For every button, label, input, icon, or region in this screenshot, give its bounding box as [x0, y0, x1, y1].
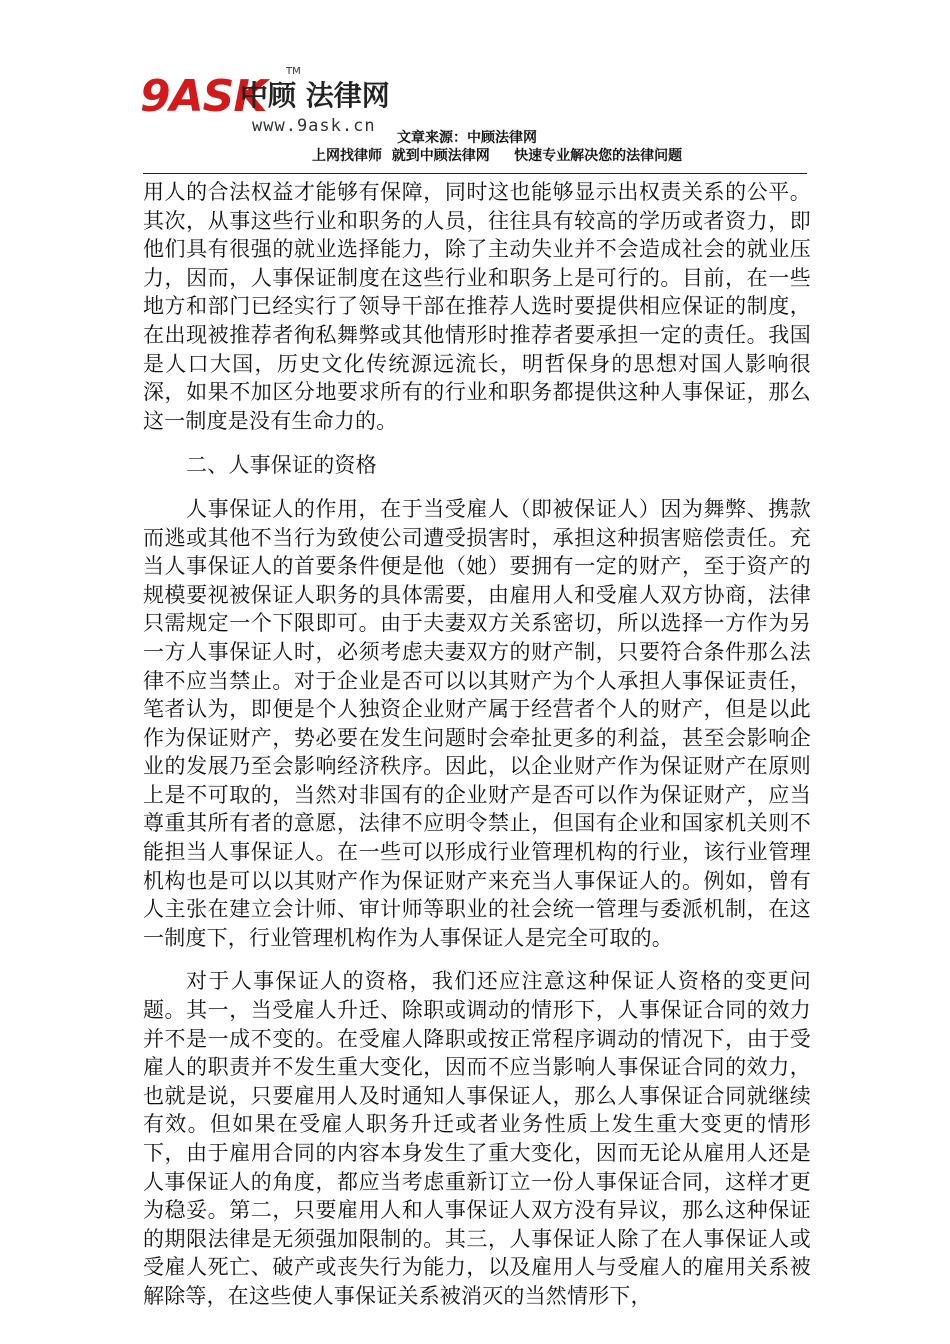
trademark-icon: TM [286, 66, 301, 77]
logo-url: www.9ask.cn [252, 116, 376, 136]
logo-name: 中顾 法律网 [240, 79, 390, 112]
page-header [0, 0, 950, 182]
section-heading: 二、人事保证的资格 [186, 453, 377, 478]
article-body [143, 178, 811, 1311]
header-divider [143, 173, 807, 174]
site-logo[interactable] [140, 66, 400, 142]
logo-mark: 9ASK [140, 71, 267, 122]
paragraph-2: 人事保证人的作用，在于当受雇人（即被保证人）因为舞弊、携款而逃或其他不当行为致使公司遭受损害时，承担这种损害赔偿责任。充当人事保证人的首要条件便是他（她）要拥有一定的财产，至于资产的规模要视被保证人职务的具体需要，由雇用人和受雇人双方协商，法律只需规定一个下限即可。由于夫妻双方关系密切，所以选择一方作为另一方人事保证人时，必须考虑夫妻双方的财产制，只要符合条件那么法律不应当禁止。对于企业是否可以以其财产为个人承担人事保证责任，笔者认为，即便是个人独资企业财产属于经营者个人的财产，但是以此作为保证财产，势必要在发生问题时会牵扯更多的利益，甚至会影响企业的发展乃至会影响经济秩序。因此，以企业财产作为保证财产在原则上是不可取的，当然对非国有的企业财产是否可以作为保证财产，应当尊重其所有者的意愿，法律不应明令禁止，但国有企业和国家机关则不能担当人事保证人。在一些可以形成行业管理机构的行业，该行业管理机构也是可以以其财产作为保证财产来充当人事保证人的。例如，曾有人主张在建立会计师、审计师等职业的社会统一管理与委派机制，在这一制度下，行业管理机构作为人事保证人是完全可取的。 [143, 496, 811, 950]
paragraph-3: 对于人事保证人的资格，我们还应注意这种保证人资格的变更问题。其一，当受雇人升迁、除职或调动的情形下，人事保证合同的效力并不是一成不变的。在受雇人降职或按正常程序调动的情况下，由于受雇人的职责并不发生重大变化，因而不应当影响人事保证合同的效力，也就是说，只要雇用人及时通知人事保证人，那么人事保证合同就继续有效。但如果在受雇人职务升迁或者业务性质上发生重大变更的情形下，由于雇用合同的内容本身发生了重大变化，因而无论从雇用人还是人事保证人的角度，都应当考虑重新订立一份人事保证合同，这样才更为稳妥。第二，只要雇用人和人事保证人双方没有异议，那么这种保证的期限法律是无须强加限制的。其三，人事保证人除了在人事保证人或受雇人死亡、破产或丧失行为能力，以及雇用人与受雇人的雇用关系被解除等，在这些使人事保证关系被消灭的当然情形下， [143, 969, 811, 1308]
site-tagline: 上网找律师 就到中顾法律网 快速专业解决您的法律问题 [312, 148, 683, 164]
paragraph-1: 用人的合法权益才能够有保障，同时这也能够显示出权责关系的公平。其次，从事这些行业和职务的人员，往往具有较高的学历或者资力，即他们具有很强的就业选择能力，除了主动失业并不会造成社会的就业压力，因而，人事保证制度在这些行业和职务上是可行的。目前，在一些地方和部门已经实行了领导干部在推荐人选时要提供相应保证的制度，在出现被推荐者徇私舞弊或其他情形时推荐者要承担一定的责任。我国是人口大国，历史文化传统源远流长，明哲保身的思想对国人影响很深，如果不加区分地要求所有的行业和职务都提供这种人事保证，那么这一制度是没有生命力的。 [143, 180, 811, 433]
article-source: 文章来源：中顾法律网 [397, 130, 537, 146]
